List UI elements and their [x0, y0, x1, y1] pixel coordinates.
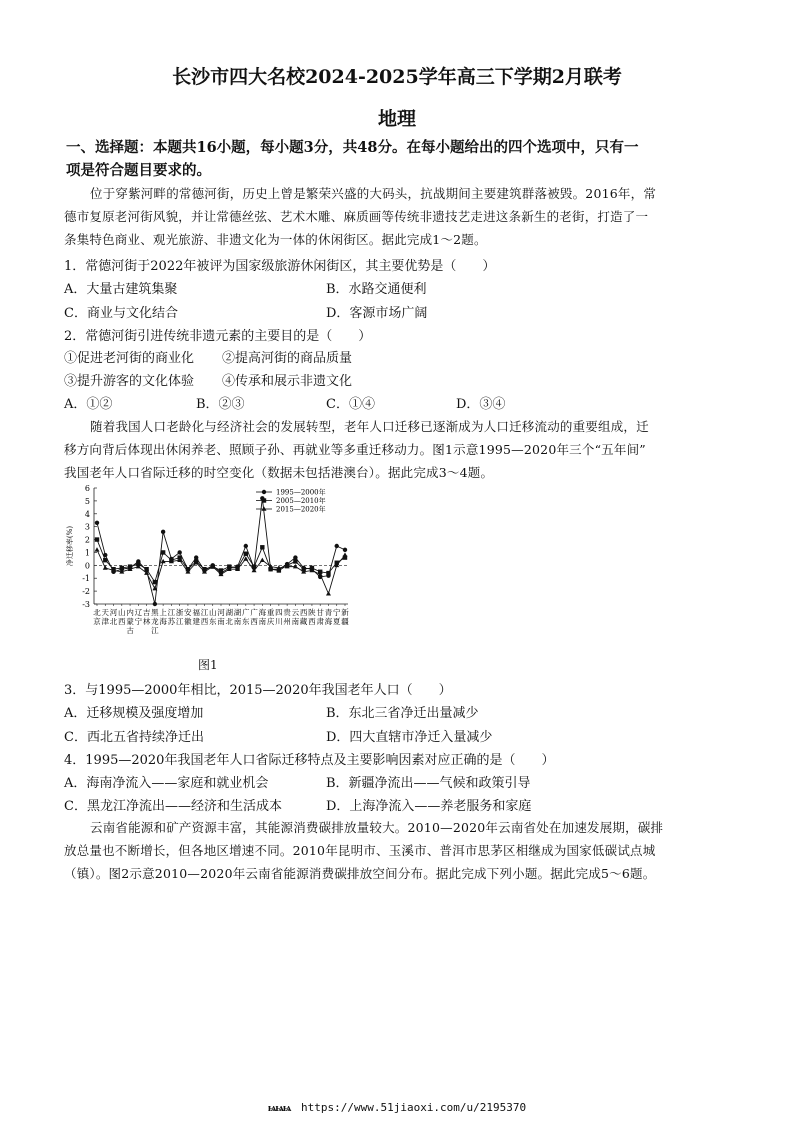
data-point: [95, 547, 100, 551]
x-tick-label: 安徽: [184, 608, 192, 626]
x-tick-label: 四川: [275, 608, 283, 626]
y-tick-label: 2: [84, 535, 90, 545]
passage3-line1: 云南省能源和矿产资源丰富，其能源消费碳排放量较大。2010—2020年云南省处在加速发展期，碳排: [90, 820, 664, 835]
figure1-line-chart: [58, 480, 358, 658]
data-point: [161, 550, 165, 554]
x-tick-label: 湖南: [233, 608, 242, 626]
y-tick-label: 5: [84, 496, 90, 506]
passage3-line2: 放总量也不断增长，但各地区增速不同。2010年昆明市、玉溪市、普洱市思茅区相继成为国家低碳试点城: [64, 843, 656, 858]
x-tick-label: 海南: [258, 608, 267, 626]
x-tick-label: 内蒙古: [126, 608, 134, 635]
passage1-line1: 位于穿紫河畔的常德河街，历史上曾是繁荣兴盛的大码头，抗战期间主要建筑群落被毁。2016年，常: [90, 186, 657, 201]
data-point: [244, 544, 248, 548]
legend-label: 1995—2000年: [276, 488, 326, 497]
x-tick-label: 宁夏: [332, 608, 341, 626]
y-tick-label: -3: [82, 600, 90, 609]
question4-option-c: C．黑龙江净流出——经济和生活成本: [64, 799, 282, 814]
data-point: [95, 521, 99, 525]
data-point: [260, 545, 264, 549]
legend-label: 2005—2010年: [276, 497, 326, 505]
data-point: [95, 537, 99, 541]
data-point: [293, 555, 297, 559]
question1-stem: 1．常德河街于2022年被评为国家级旅游休闲街区，其主要优势是（ ）: [64, 259, 496, 274]
y-tick-label: 3: [84, 522, 90, 532]
x-tick-label: 江西: [200, 608, 209, 626]
question1-option-b: B．水路交通便利: [326, 282, 427, 297]
x-tick-label: 青海: [324, 608, 333, 626]
x-tick-label: 广西: [250, 608, 258, 626]
legend-label: 2015—2020年: [276, 505, 326, 514]
data-point: [260, 558, 265, 562]
y-axis-label: 净迁移率(%): [66, 525, 74, 567]
data-point: [161, 530, 165, 534]
x-tick-label: 福建: [192, 608, 200, 626]
data-point: [262, 506, 267, 510]
data-point: [262, 490, 266, 494]
question2-option-c: C．①④: [326, 397, 375, 412]
x-tick-label: 北京: [93, 608, 101, 626]
section-heading-line2: 项是符合题目要求的。: [66, 162, 211, 179]
question2-statement-4: ④传承和展示非遗文化: [222, 374, 353, 389]
site-logo: ѩѩѩ: [267, 1101, 291, 1114]
x-tick-label: 云南: [291, 608, 300, 626]
question2-statement-3: ③提升游客的文化体验: [64, 374, 195, 389]
question3-option-b: B．东北三省净迁出量减少: [326, 706, 479, 721]
question3-stem: 3．与1995—2000年相比，2015—2020年我国老年人口（ ）: [64, 683, 452, 698]
passage2-line1: 随着我国人口老龄化与经济社会的发展转型，老年人口迁移已逐渐成为人口迁移流动的重要组成，迁: [90, 419, 649, 434]
question1-option-a: A．大量古建筑集聚: [64, 282, 178, 297]
y-tick-label: -1: [82, 574, 90, 584]
data-point: [103, 565, 108, 569]
data-point: [194, 555, 198, 559]
x-tick-label: 吉林: [142, 608, 151, 626]
x-tick-label: 上海: [159, 608, 167, 626]
data-point: [262, 498, 266, 502]
x-tick-label: 新疆: [341, 608, 349, 626]
y-tick-label: 4: [84, 509, 90, 519]
question4-stem: 4．1995—2020年我国老年人口省际迁移特点及主要影响因素对应正确的是（ ）: [64, 753, 555, 768]
question3-option-a: A．迁移规模及强度增加: [64, 706, 204, 721]
x-tick-label: 广东: [242, 608, 250, 626]
x-tick-label: 山东: [208, 608, 217, 626]
question2-statement-2: ②提高河街的商品质量: [222, 351, 353, 366]
footer-url-link[interactable]: https://www.51jiaoxi.com/u/2195370: [300, 1101, 527, 1114]
question2-stem: 2．常德河街引进传统非遗元素的主要目的是（ ）: [64, 329, 372, 344]
data-point: [326, 591, 331, 595]
passage2-line3: 我国老年人口省际迁移的时空变化（数据未包括港澳台）。据此完成3～4题。: [64, 465, 494, 480]
data-point: [153, 602, 157, 606]
question2-statement-1: ①促进老河街的商业化: [64, 351, 195, 366]
x-tick-label: 甘肃: [316, 608, 324, 626]
question2-option-b: B．②③: [196, 397, 245, 412]
series-line: [97, 498, 345, 604]
question4-option-a: A．海南净流入——家庭和就业机会: [64, 776, 269, 791]
section-heading-line1: 一、选择题：本题共16小题，每小题3分，共48分。在每小题给出的四个选项中，只有一: [66, 139, 639, 156]
x-tick-label: 黑龙江: [151, 608, 159, 635]
passage1-line3: 条集特色商业、观光旅游、非遗文化为一体的休闲街区。据此完成1～2题。: [64, 232, 487, 247]
passage3-line3: （镇）。图2示意2010—2020年云南省能源消费碳排放空间分布。据此完成下列小题。据此完成5～6题。: [64, 866, 656, 881]
data-point: [293, 559, 297, 563]
question1-option-d: D．客源市场广阔: [326, 306, 428, 321]
passage2-line2: 移方向背后体现出休闲养老、照顾子孙、再就业等多重迁移动力。图1示意1995—2020年三个“五年间”: [64, 442, 646, 457]
x-tick-label: 山西: [118, 608, 126, 626]
question3-option-d: D．四大直辖市净迁入量减少: [326, 730, 493, 745]
data-point: [343, 548, 347, 552]
x-tick-label: 辽宁: [134, 608, 143, 626]
question2-option-d: D．③④: [456, 397, 506, 412]
question1-option-c: C．商业与文化结合: [64, 306, 178, 321]
y-tick-label: 1: [84, 548, 90, 558]
y-tick-label: -2: [82, 587, 90, 597]
x-tick-label: 江苏: [167, 608, 176, 626]
x-tick-label: 贵州: [283, 608, 291, 626]
x-tick-label: 陕西: [308, 608, 316, 626]
x-tick-label: 重庆: [266, 608, 275, 626]
y-tick-label: 0: [84, 561, 90, 571]
subject-title: 地理: [377, 108, 416, 130]
figure1-caption: 图1: [198, 658, 218, 672]
question4-option-d: D．上海净流入——养老服务和家庭: [326, 799, 532, 814]
passage1-line2: 德市复原老河街风貌，并让常德丝弦、艺术木雕、麻质画等传统非遗技艺走进这条新生的老街，打造了一: [64, 209, 649, 224]
y-tick-label: 6: [84, 484, 90, 493]
data-point: [103, 558, 107, 562]
question3-option-c: C．西北五省持续净迁出: [64, 730, 204, 745]
question4-option-b: B．新疆净流出——气候和政策引导: [326, 776, 531, 791]
data-point: [335, 544, 339, 548]
document-title: 长沙市四大名校2024-2025学年高三下学期2月联考: [172, 66, 622, 88]
question2-option-a: A．①②: [64, 397, 113, 412]
x-tick-label: 湖北: [225, 608, 234, 626]
x-tick-label: 天津: [101, 608, 110, 626]
x-tick-label: 河南: [217, 608, 225, 626]
x-tick-label: 西藏: [299, 608, 308, 626]
data-point: [326, 571, 330, 575]
page-footer: [0, 1101, 794, 1114]
data-point: [177, 550, 181, 554]
data-point: [343, 552, 348, 556]
data-point: [244, 552, 248, 556]
x-tick-label: 河北: [109, 608, 118, 626]
x-tick-label: 浙江: [175, 608, 184, 626]
